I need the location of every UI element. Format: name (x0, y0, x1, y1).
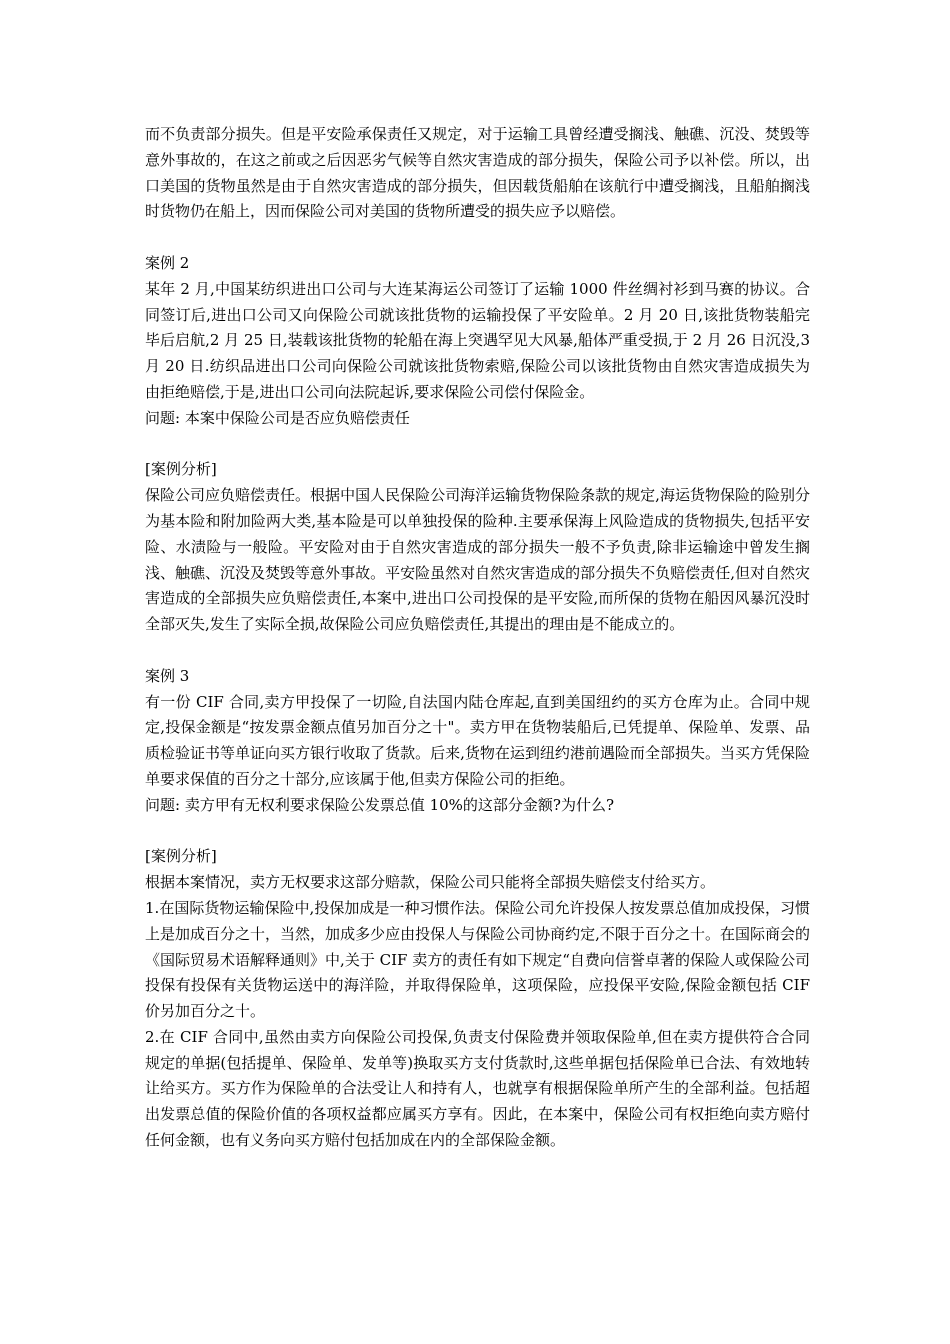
case2-body: 某年 2 月,中国某纺织进出口公司与大连某海运公司签订了运输 1000 件丝绸衬衫到马赛的协议。合同签订后,进出口公司又向保险公司就该批货物的运输投保了平安险单。2 月 20 日,该批货物装船完毕后启航,2 月 25 日,装载该批货物的轮船在海上突遇罕见大风暴,船体严重受损,于 2 月 26 日沉没,3 月 20 日.纺织品进出口公司向保险公司就该批货物索赔,保险公司以该批货物由自然灾害造成损失为由拒绝赔偿,于是,进出口公司向法院起诉,要求保险公司偿付保险金。 (145, 279, 815, 401)
spacer (145, 432, 810, 458)
case3-question: 问题: 卖方甲有无权利要求保险公发票总值 10%的这部分金额?为什么? (145, 795, 615, 814)
spacer (145, 819, 810, 845)
case3-heading: 案例 3 (145, 666, 190, 685)
case2-heading: 案例 2 (145, 253, 190, 272)
case3-analysis-intro: 根据本案情况，卖方无权要求这部分赔款，保险公司只能将全部损失赔偿支付给买方。 (145, 873, 716, 892)
case3-point-2: 2.在 CIF 合同中,虽然由卖方向保险公司投保,负责支付保险费并领取保险单,但在卖方提供符合合同规定的单据(包括提单、保险单、发单等)换取买方支付货款时,这些单据包括保险单已合法、有效地转让给买方。买方作为保险单的合法受让人和持有人，也就享有根据保险单所产生的全部利益。包括超出发票总值的保险价值的各项权益都应属买方享有。因此，在本案中，保险公司有权拒绝向卖方赔付任何金额，也有义务向买方赔付包括加成在内的全部保险金额。 (145, 1027, 810, 1150)
case3-analysis-heading: [案例分析] (145, 847, 217, 866)
spacer (145, 638, 810, 664)
case2-analysis-heading: [案例分析] (145, 460, 217, 479)
case3-body: 有一份 CIF 合同,卖方甲投保了一切险,自法国内陆仓库起,直到美国纽约的买方仓库为止。合同中规定,投保金额是“按发票金额点值另加百分之十"。卖方甲在货物装船后,已凭提单、保险单、发票、品质检验证书等单证向买方银行收取了货款。后来,货物在运到纽约港前遇险而全部损失。当买方凭保险单要求保值的百分之十部分,应该属于他,但卖方保险公司的拒绝。 (145, 692, 810, 788)
case2-question: 问题: 本案中保险公司是否应负赔偿责任 (145, 408, 410, 427)
document-page (145, 122, 815, 1154)
spacer (145, 225, 810, 251)
case2-analysis: 保险公司应负赔偿责任。根据中国人民保险公司海洋运输货物保险条款的规定,海运货物保险的险别分为基本险和附加险两大类,基本险是可以单独投保的险种.主要承保海上风险造成的货物损失,包括平安险、水渍险与一般险。平安险对由于自然灾害造成的部分损失一般不予负责,除非运输途中曾发生搁浅、触礁、沉没及焚毁等意外事故。平安险虽然对自然灾害造成的部分损失不负赔偿责任,但对自然灾害造成的全部损失应负赔偿责任,本案中,进出口公司投保的是平安险,而所保的货物在船因风暴沉没时全部灭失,发生了实际全损,故保险公司应负赔偿责任,其提出的理由是不能成立的。 (145, 486, 810, 634)
intro-paragraph: 而不负责部分损失。但是平安险承保责任又规定，对于运输工具曾经遭受搁浅、触礁、沉没、焚毁等意外事故的，在这之前或之后因恶劣气候等自然灾害造成的部分损失，保险公司予以补偿。所以，出口美国的货物虽然是由于自然灾害造成的部分损失，但因载货船舶在该航行中遭受搁浅，且船舶搁浅时货物仍在船上，因而保险公司对美国的货物所遭受的损失应予以赔偿。 (145, 125, 810, 221)
case3-point-1: 1.在国际货物运输保险中,投保加成是一种习惯作法。保险公司允许投保人按发票总值加成投保，习惯上是加成百分之十，当然，加成多少应由投保人与保险公司协商约定,不限于百分之十。在国际商会的《国际贸易术语解释通则》中,关于 CIF 卖方的责任有如下规定“自费向信誉卓著的保险人或保险公司投保有投保有关货物运送中的海洋险，并取得保险单，这项保险，应投保平安险,保险金额包括 CIF 价另加百分之十。 (145, 898, 815, 1021)
